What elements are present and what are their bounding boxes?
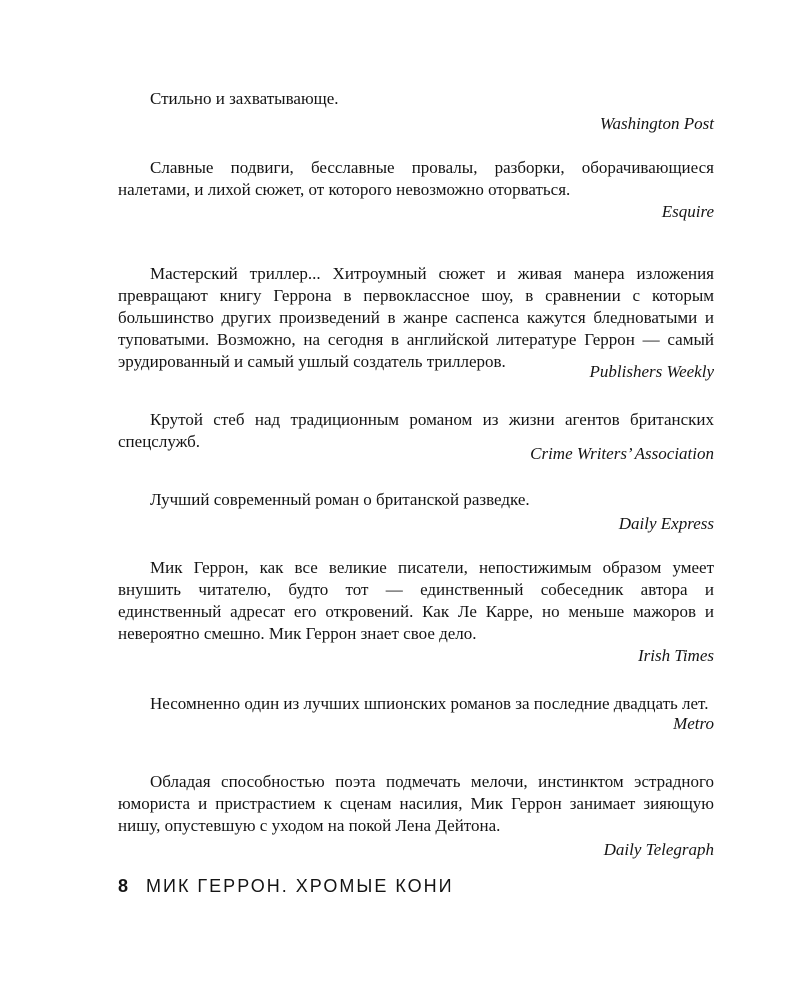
quote-1 xyxy=(118,88,714,135)
quote-text: Лучший современный роман о британской разведке. xyxy=(150,490,530,509)
quote-text: Несомненно один из лучших шпионских романов за последние двадцать лет. xyxy=(150,694,709,713)
review-quotes xyxy=(118,88,714,861)
quote-8 xyxy=(118,771,714,861)
quote-text: Крутой стеб над традиционным романом из жизни агентов британских спецслужб. xyxy=(118,410,714,451)
quote-2 xyxy=(118,157,714,223)
quote-source: Crime Writers’ Association xyxy=(530,444,714,463)
running-head: МИК ГЕРРОН. ХРОМЫЕ КОНИ xyxy=(146,875,454,896)
quote-source: Esquire xyxy=(661,202,714,221)
quote-7 xyxy=(118,693,714,735)
quote-source: Washington Post xyxy=(599,114,714,133)
quote-4 xyxy=(118,409,714,465)
quote-text: Обладая способностью поэта подмечать мелочи, инстинктом эстрадного юмориста и пристрастием к сценам насилия, Мик Геррон занимает зияющую нишу, опустевшую с уходом на покой Лена Дейтона. xyxy=(118,772,714,835)
quote-text: Мастерский триллер... Хитроумный сюжет и живая манера изложения превращают книгу Геррона в первоклассное шоу, в сравнении с которым большинство других произведений в жанре саспенса кажутся бледноватыми и туповатыми. Возможно, на сегодня в английской литературе Геррон — самый эрудированный и самый ушлый создатель триллеров. xyxy=(118,264,714,371)
quote-text: Славные подвиги, бесславные провалы, разборки, оборачивающиеся налетами, и лихой сюжет, от которого невозможно оторваться. xyxy=(118,158,714,199)
quote-source: Publishers Weekly xyxy=(589,362,714,381)
page-number: 8 xyxy=(118,875,129,896)
quote-source: Irish Times xyxy=(637,646,714,665)
quote-3 xyxy=(118,263,714,383)
quote-6 xyxy=(118,557,714,667)
quote-text: Мик Геррон, как все великие писатели, непостижимым образом умеет внушить читателю, будто тот — единственный собеседник автора и единственный адресат его откровений. Как Ле Карре, но меньше мажоров и невероятно смешно. Мик Геррон знает свое дело. xyxy=(118,558,714,643)
quote-5 xyxy=(118,489,714,535)
page-footer xyxy=(118,874,678,898)
quote-source: Metro xyxy=(673,714,714,733)
quote-text: Стильно и захватывающе. xyxy=(150,89,339,108)
quote-source: Daily Express xyxy=(618,514,714,533)
quote-source: Daily Telegraph xyxy=(603,840,714,859)
